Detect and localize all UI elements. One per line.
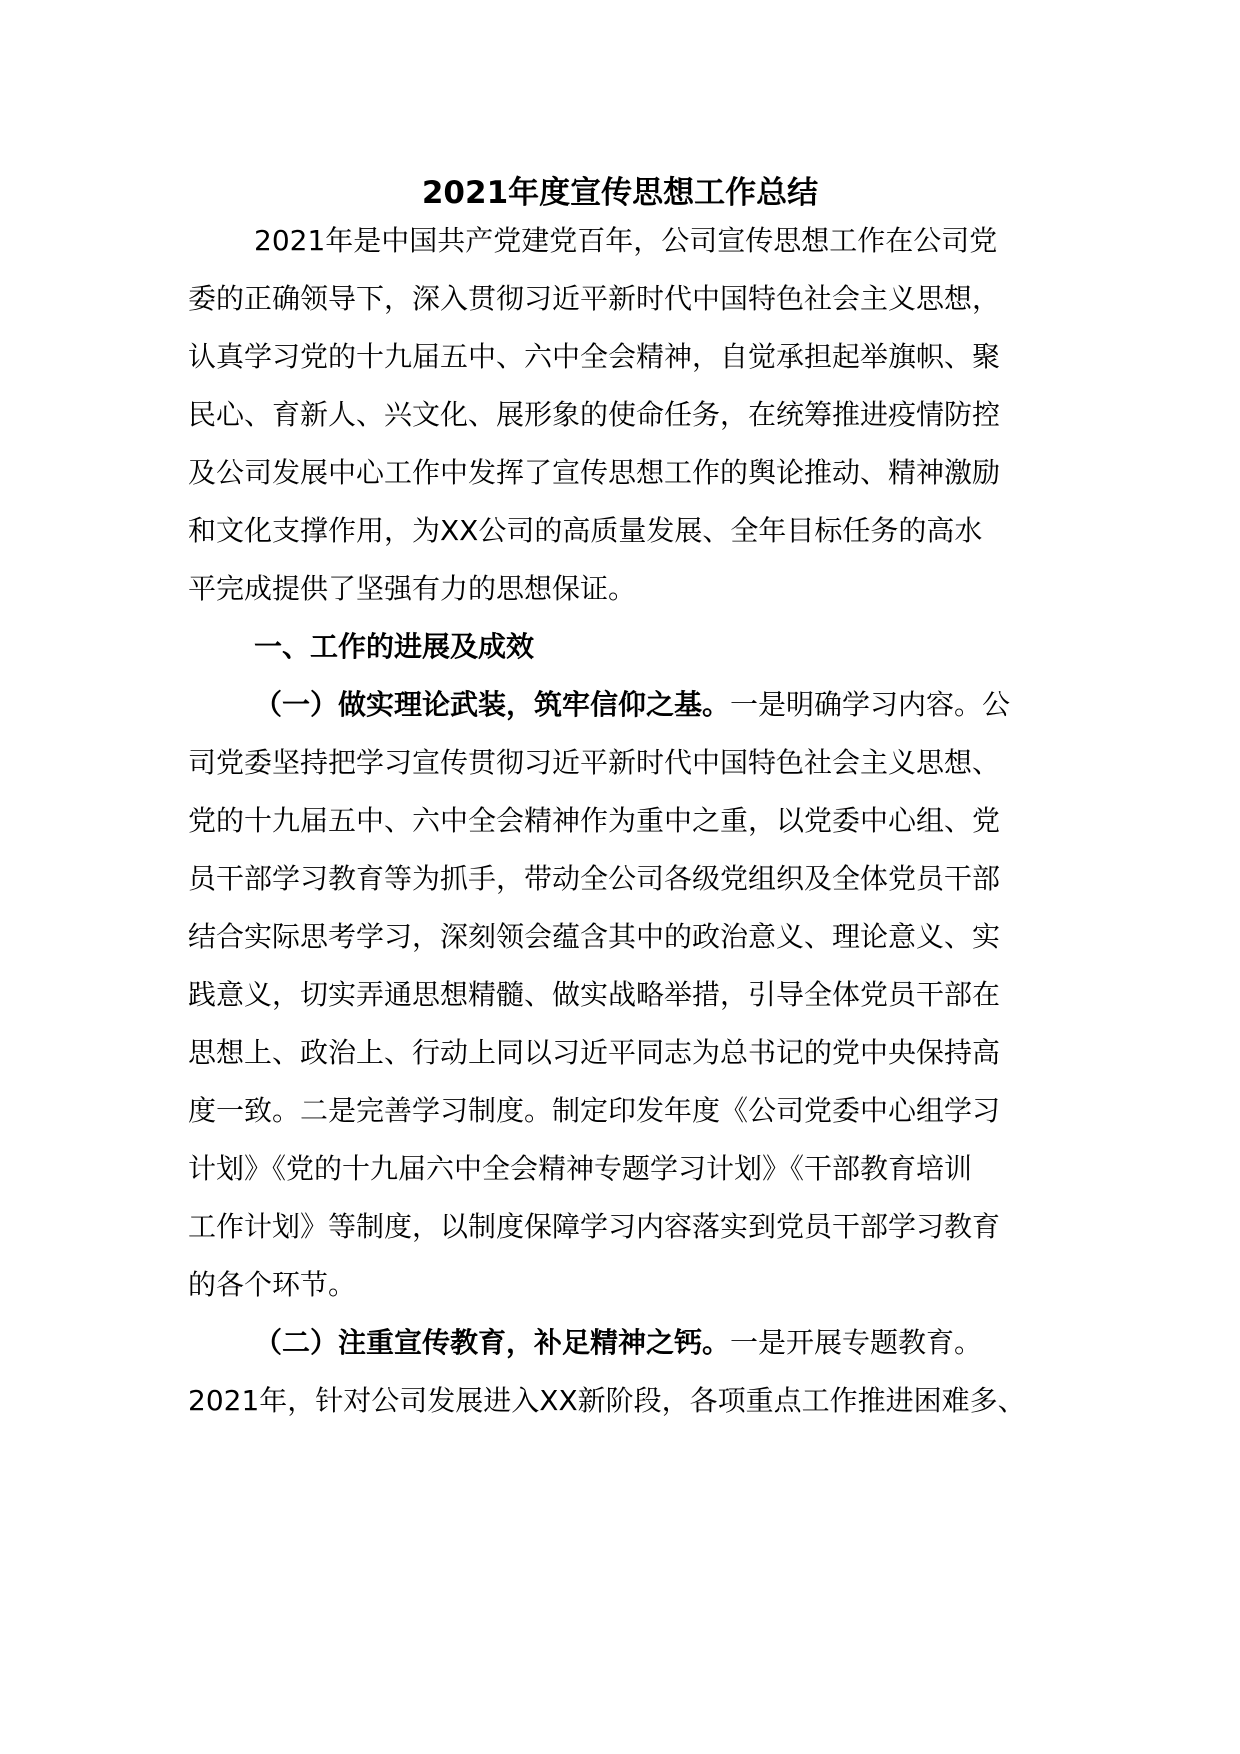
section-heading-1: 一、工作的进展及成效 xyxy=(254,630,535,663)
subsection-2-first-line xyxy=(254,1320,1134,1366)
subsection-1-line-9: 计划》《党的十九届六中全会精神专题学习计划》《干部教育培训 xyxy=(188,1152,973,1185)
subsection-1-line-7: 思想上、政治上、行动上同以习近平同志为总书记的党中央保持高 xyxy=(188,1036,1001,1069)
subsection-1-line-6: 践意义，切实弄通思想精髓、做实战略举措，引导全体党员干部在 xyxy=(188,978,1001,1011)
subsection-1-line-8: 度一致。二是完善学习制度。制定印发年度《公司党委中心组学习 xyxy=(188,1094,1001,1127)
subsection-1-line-4: 员干部学习教育等为抓手，带动全公司各级党组织及全体党员干部 xyxy=(188,862,1001,895)
intro-line-2: 委的正确领导下，深入贯彻习近平新时代中国特色社会主义思想， xyxy=(188,282,1001,315)
subsection-1-heading: （一）做实理论武装，筑牢信仰之基。 xyxy=(254,688,731,721)
subsection-1-first-text: 一是明确学习内容。公 xyxy=(730,688,1011,721)
subsection-2-first-text: 一是开展专题教育。 xyxy=(730,1326,983,1359)
intro-line-1: 2021年是中国共产党建党百年，公司宣传思想工作在公司党 xyxy=(254,224,998,257)
intro-line-7: 平完成提供了坚强有力的思想保证。 xyxy=(188,572,637,605)
intro-line-3: 认真学习党的十九届五中、六中全会精神，自觉承担起举旗帜、聚 xyxy=(188,340,1001,373)
subsection-1-line-5: 结合实际思考学习，深刻领会蕴含其中的政治意义、理论意义、实 xyxy=(188,920,1001,953)
intro-line-6: 和文化支撑作用，为XX公司的高质量发展、全年目标任务的高水 xyxy=(188,514,983,547)
subsection-1-first-line xyxy=(254,682,1134,728)
subsection-2-line-2: 2021年，针对公司发展进入XX新阶段，各项重点工作推进困难多、 xyxy=(188,1384,1026,1417)
subsection-1-line-10: 工作计划》等制度，以制度保障学习内容落实到党员干部学习教育 xyxy=(188,1210,1001,1243)
subsection-1-line-2: 司党委坚持把学习宣传贯彻习近平新时代中国特色社会主义思想、 xyxy=(188,746,1001,779)
intro-line-5: 及公司发展中心工作中发挥了宣传思想工作的舆论推动、精神激励 xyxy=(188,456,1001,489)
intro-line-4: 民心、育新人、兴文化、展形象的使命任务，在统筹推进疫情防控 xyxy=(188,398,1001,431)
subsection-2-heading: （二）注重宣传教育，补足精神之钙。 xyxy=(254,1326,731,1359)
subsection-1-line-3: 党的十九届五中、六中全会精神作为重中之重，以党委中心组、党 xyxy=(188,804,1001,837)
subsection-1-line-11: 的各个环节。 xyxy=(188,1268,357,1301)
document-title: 2021年度宣传思想工作总结 xyxy=(421,175,819,211)
